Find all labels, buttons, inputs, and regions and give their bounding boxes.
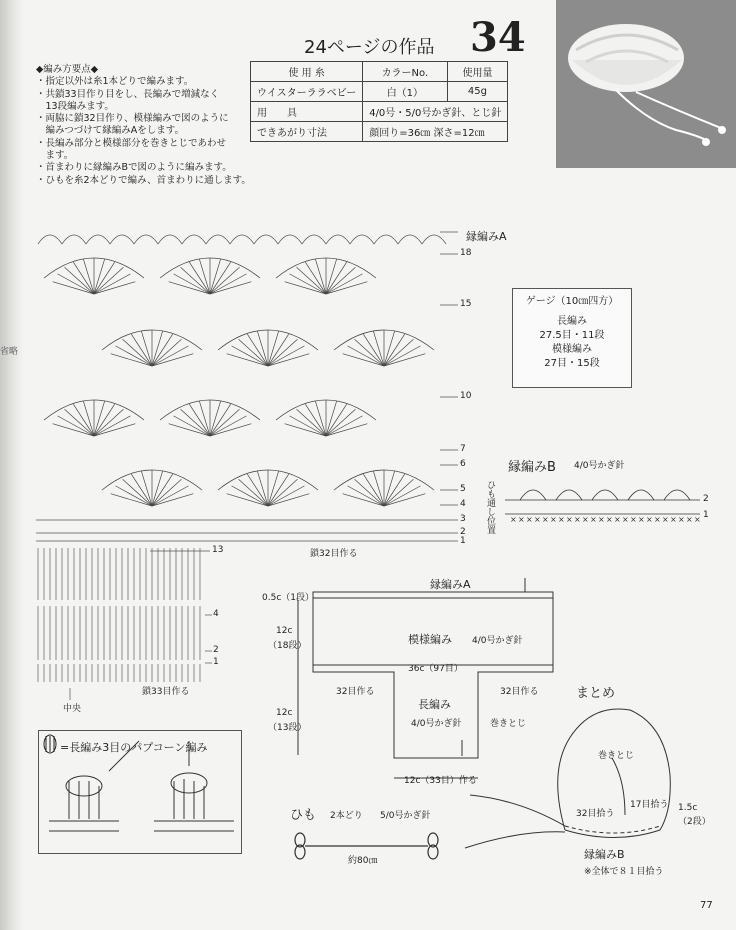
edge-b-row: 2 xyxy=(703,494,709,504)
popcorn-legend: =長編み3目のパプコーン編み xyxy=(60,741,208,754)
svg-text:×: × xyxy=(518,515,525,524)
edge-b-stitches xyxy=(510,515,701,524)
edge-b-chart xyxy=(505,490,700,514)
spec-header-yarn: 使 用 糸 xyxy=(251,62,363,82)
svg-text:×: × xyxy=(590,515,597,524)
svg-text:×: × xyxy=(542,515,549,524)
row-label: 2 xyxy=(460,527,466,537)
whip-stitch-label: 巻きとじ xyxy=(490,719,527,729)
gauge-line: 27目・15段 xyxy=(544,358,600,369)
instruction-line: ・指定以外は糸1本どりで編みます。 xyxy=(36,76,194,88)
svg-text:×: × xyxy=(646,515,653,524)
svg-text:×: × xyxy=(606,515,613,524)
double-crochet-label: 長編み xyxy=(418,698,451,711)
work-number: 34 xyxy=(470,14,526,61)
edge-depth: 1.5c xyxy=(678,803,698,813)
gauge-title: ゲージ（10㎝四方） xyxy=(525,296,619,307)
width-dimension: 36c（97目） xyxy=(408,664,463,674)
row-label: 1 xyxy=(460,536,466,546)
svg-text:×: × xyxy=(566,515,573,524)
svg-text:×: × xyxy=(662,515,669,524)
row-label: 3 xyxy=(460,514,466,524)
schematic-diagram xyxy=(298,578,553,778)
svg-text:×: × xyxy=(694,515,701,524)
row-label: 4 xyxy=(460,499,466,509)
pickup-17: 17目拾う xyxy=(630,800,669,810)
assembly-edge-b: 縁編みB xyxy=(584,848,625,861)
center-label: 中央 xyxy=(63,704,82,714)
instruction-line: ・首まわりに縁編みBで図のように編みます。 xyxy=(36,162,232,174)
left-dimension-rows: （18段） xyxy=(268,641,307,651)
gauge-line: 27.5目・11段 xyxy=(539,330,605,341)
cord-position-label: ひも通し位置 xyxy=(485,480,495,534)
gutter-text: 省略 xyxy=(0,347,19,357)
spec-tools-value: 4/0号・5/0号かぎ針、とじ針 xyxy=(363,102,508,122)
row-label: 7 xyxy=(460,444,466,454)
left-dimension: 12c xyxy=(276,626,293,636)
spec-size-value: 顔回り=36㎝ 深さ=12㎝ xyxy=(363,122,508,142)
svg-text:×: × xyxy=(558,515,565,524)
assembly-title: まとめ xyxy=(576,686,616,701)
chain33-label: 鎖33目作る xyxy=(142,687,190,697)
svg-text:×: × xyxy=(550,515,557,524)
right-side-label: 32目作る xyxy=(500,687,539,697)
svg-text:×: × xyxy=(686,515,693,524)
fan-pattern xyxy=(36,235,446,541)
assembly-whip: 巻きとじ xyxy=(598,751,635,761)
spec-header-color: カラーNo. xyxy=(363,62,447,82)
svg-text:×: × xyxy=(678,515,685,524)
instruction-line: ます。 xyxy=(36,150,74,162)
cord-title: ひも xyxy=(290,808,317,823)
edge-b-title: 縁編みB xyxy=(508,460,556,475)
row-label: 15 xyxy=(460,299,472,309)
top-dimension: 0.5c（1段） xyxy=(262,593,314,603)
instruction-line: ・両脇に鎖32目作り、模様編みで図のように xyxy=(36,113,229,125)
bottom-dimension: 12c（33目）作る xyxy=(404,776,477,786)
row-label: 13 xyxy=(212,545,224,555)
row-label: 1 xyxy=(213,657,219,667)
pattern-stitch-label: 模様編み xyxy=(408,633,452,646)
svg-text:×: × xyxy=(510,515,517,524)
chain32-label: 鎖32目作る xyxy=(310,549,358,559)
edge-b-hook: 4/0号かぎ針 xyxy=(574,461,625,471)
spec-tools-label: 用 具 xyxy=(251,102,363,122)
edge-a-label: 縁編みA xyxy=(466,230,507,243)
edge-depth-rows: （2段） xyxy=(678,817,711,827)
svg-text:×: × xyxy=(574,515,581,524)
cord-length: 約80㎝ xyxy=(348,856,378,866)
cord-hook: 5/0号かぎ針 xyxy=(380,811,431,821)
spec-yarn: ウイスターララベビー xyxy=(251,82,363,102)
spec-size-label: できあがり寸法 xyxy=(251,122,363,142)
row-label: 2 xyxy=(213,645,219,655)
row-label: 6 xyxy=(460,459,466,469)
row-label: 5 xyxy=(460,484,466,494)
spec-color: 白（1） xyxy=(363,82,447,102)
instruction-line: ・ひもを糸2本どりで編み、首まわりに通します。 xyxy=(36,174,251,186)
svg-text:×: × xyxy=(598,515,605,524)
pattern-hook-label: 4/0号かぎ針 xyxy=(472,636,523,646)
row-label: 4 xyxy=(213,609,219,619)
instruction-line: 編みつづけて縁編みAをします。 xyxy=(36,125,185,137)
total-pickup-note: ※全体で８１目拾う xyxy=(584,867,664,877)
left-dimension-rows: （13段） xyxy=(268,723,307,733)
cord-strands: 2本どり xyxy=(330,811,363,821)
svg-text:×: × xyxy=(670,515,677,524)
reference-text: 24ページの作品 xyxy=(304,37,435,58)
finished-bonnet-diagram xyxy=(465,709,670,848)
row-label: 18 xyxy=(460,248,472,258)
svg-text:×: × xyxy=(630,515,637,524)
left-side-label: 32目作る xyxy=(336,687,375,697)
svg-text:×: × xyxy=(534,515,541,524)
svg-text:×: × xyxy=(622,515,629,524)
popcorn-steps-image xyxy=(39,731,241,853)
spec-header-amount: 使用量 xyxy=(447,62,508,82)
double-crochet-hook: 4/0号かぎ針 xyxy=(411,719,462,729)
svg-text:×: × xyxy=(614,515,621,524)
instruction-line: ・共鎖33目作り目をし、長編みで増減なく xyxy=(36,88,220,100)
double-crochet-grid xyxy=(38,548,200,682)
gauge-box xyxy=(512,288,632,388)
instruction-line: 13段編みます。 xyxy=(36,100,114,112)
spec-amount: 45g xyxy=(447,82,508,102)
instruction-line: ・長編み部分と模様部分を巻きとじであわせ xyxy=(36,137,227,149)
gauge-line: 長編み xyxy=(557,316,587,327)
schematic-edge-a: 縁編みA xyxy=(430,578,471,591)
left-dimension: 12c xyxy=(276,708,293,718)
svg-text:×: × xyxy=(654,515,661,524)
svg-text:×: × xyxy=(582,515,589,524)
pickup-32: 32目拾う xyxy=(576,809,615,819)
row-label: 10 xyxy=(460,391,472,401)
instructions-title: ◆編み方要点◆ xyxy=(36,64,99,75)
edge-b-row: 1 xyxy=(703,510,709,520)
svg-text:×: × xyxy=(526,515,533,524)
page-number: 77 xyxy=(700,900,713,911)
svg-text:×: × xyxy=(638,515,645,524)
popcorn-illustration xyxy=(38,730,242,854)
gauge-line: 模様編み xyxy=(552,344,592,355)
